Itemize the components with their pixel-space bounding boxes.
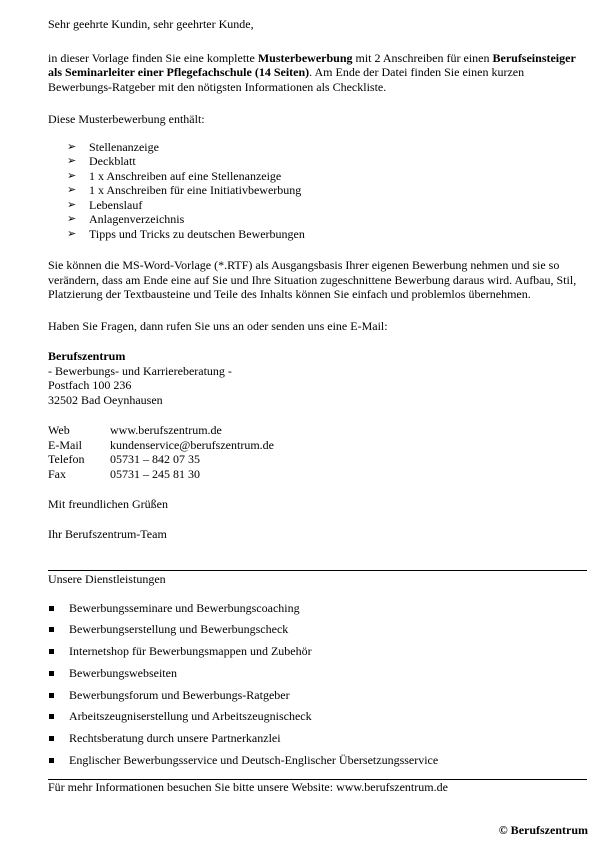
intro-bold-2: Berufseinsteiger als Seminarleiter einer Pflegefachschule (14 Seiten) bbox=[48, 50, 576, 79]
service-label: Arbeitszeugniserstellung und Arbeitszeugnischeck bbox=[69, 709, 312, 724]
intro-bold-1: Musterbewerbung bbox=[257, 50, 353, 65]
list-item bbox=[67, 183, 588, 198]
address-block bbox=[48, 349, 588, 407]
square-bullet-icon bbox=[49, 736, 54, 741]
list-item-label: Anlagenverzeichnis bbox=[89, 212, 185, 226]
service-label: Englischer Bewerbungsservice und Deutsch-Englischer Übersetzungsservice bbox=[69, 753, 439, 768]
usage-paragraph: Sie können die MS-Word-Vorlage (*.RTF) als Ausgangsbasis Ihrer eigenen Bewerbung nehmen und sie so verändern, dass am Ende eine auf Sie und Ihre Situation zugeschnittene Bewerbung daraus wird. Aufbau, Stil, Platzierung der Textbausteine und Teile des Inhalts können Sie einfach und problemlos übernehmen. bbox=[48, 258, 577, 301]
arrow-bullet-icon: ➢ bbox=[67, 155, 77, 167]
company-tagline: - Bewerbungs- und Karriereberatung - bbox=[48, 363, 232, 378]
service-label: Internetshop für Bewerbungsmappen und Zubehör bbox=[69, 644, 312, 659]
postbox: Postfach 100 236 bbox=[48, 378, 132, 392]
intro-text-1: in dieser Vorlage finden Sie eine komplette bbox=[48, 50, 258, 65]
arrow-bullet-icon: ➢ bbox=[67, 184, 77, 196]
salutation: Sehr geehrte Kundin, sehr geehrter Kunde, bbox=[48, 17, 254, 31]
email-link[interactable]: kundenservice@berufszentrum.de bbox=[110, 437, 274, 452]
list-item-label: 1 x Anschreiben auf eine Stellenanzeige bbox=[89, 168, 282, 183]
closing: Mit freundlichen Grüßen bbox=[48, 497, 168, 511]
contact-row-fax bbox=[48, 467, 588, 482]
list-item-label: 1 x Anschreiben für eine Initiativbewerbung bbox=[89, 183, 302, 197]
list-item bbox=[67, 169, 588, 184]
services-list bbox=[48, 601, 588, 775]
contact-label: E-Mail bbox=[48, 437, 82, 452]
list-item bbox=[67, 198, 588, 213]
service-label: Bewerbungsforum und Bewerbungs-Ratgeber bbox=[69, 687, 290, 702]
services-heading: Unsere Dienstleistungen bbox=[48, 572, 166, 586]
service-label: Bewerbungsseminare und Bewerbungscoaching bbox=[69, 600, 300, 615]
list-item bbox=[67, 212, 588, 227]
square-bullet-icon bbox=[49, 671, 54, 676]
list-item bbox=[67, 140, 588, 155]
contact-row-web bbox=[48, 423, 588, 438]
list-item bbox=[48, 601, 588, 623]
questions-paragraph: Haben Sie Fragen, dann rufen Sie uns an oder senden uns eine E-Mail: bbox=[48, 318, 388, 333]
service-label: Bewerbungswebseiten bbox=[69, 665, 177, 680]
list-item bbox=[48, 666, 588, 688]
divider bbox=[48, 570, 587, 571]
square-bullet-icon bbox=[49, 758, 54, 763]
contact-label: Web bbox=[48, 423, 70, 437]
arrow-bullet-icon: ➢ bbox=[67, 140, 77, 153]
signature: Ihr Berufszentrum-Team bbox=[48, 526, 167, 541]
contact-table bbox=[48, 423, 588, 481]
more-info-text: Für mehr Informationen besuchen Sie bitte unsere Website: www.berufszentrum.de bbox=[48, 779, 448, 794]
contents-heading: Diese Musterbewerbung enthält: bbox=[48, 112, 205, 126]
intro-paragraph bbox=[48, 51, 588, 95]
square-bullet-icon bbox=[49, 606, 54, 611]
list-item bbox=[48, 644, 588, 666]
arrow-bullet-icon: ➢ bbox=[67, 169, 77, 182]
contact-label: Fax bbox=[48, 466, 66, 481]
company-name: Berufszentrum bbox=[48, 349, 126, 363]
arrow-bullet-icon: ➢ bbox=[67, 213, 77, 225]
copyright-notice: © Berufszentrum bbox=[498, 823, 588, 837]
service-label: Rechtsberatung durch unsere Partnerkanzlei bbox=[69, 731, 281, 746]
square-bullet-icon bbox=[49, 649, 54, 654]
square-bullet-icon bbox=[49, 693, 54, 698]
list-item-label: Lebenslauf bbox=[89, 197, 143, 212]
square-bullet-icon bbox=[49, 714, 54, 719]
list-item bbox=[48, 622, 588, 644]
contact-row-email bbox=[48, 438, 588, 453]
arrow-bullet-icon: ➢ bbox=[67, 198, 77, 211]
fax-value: 05731 – 245 81 30 bbox=[110, 466, 200, 481]
list-item bbox=[48, 731, 588, 753]
list-item bbox=[48, 709, 588, 731]
city: 32502 Bad Oeynhausen bbox=[48, 392, 163, 407]
contact-row-phone bbox=[48, 452, 588, 467]
list-item-label: Tipps und Tricks zu deutschen Bewerbungen bbox=[89, 226, 305, 241]
document-page bbox=[48, 17, 588, 794]
list-item bbox=[48, 753, 588, 775]
contents-list bbox=[48, 140, 588, 242]
list-item-label: Stellenanzeige bbox=[89, 139, 159, 154]
arrow-bullet-icon: ➢ bbox=[67, 227, 77, 240]
list-item-label: Deckblatt bbox=[89, 154, 136, 168]
contact-label: Telefon bbox=[48, 452, 85, 466]
intro-text-2: mit 2 Anschreiben für einen bbox=[352, 50, 493, 65]
list-item bbox=[67, 154, 588, 169]
list-item bbox=[48, 688, 588, 710]
website-link[interactable]: www.berufszentrum.de bbox=[110, 423, 222, 437]
service-label: Bewerbungserstellung und Bewerbungscheck bbox=[69, 622, 289, 637]
phone-value: 05731 – 842 07 35 bbox=[110, 452, 200, 466]
square-bullet-icon bbox=[49, 627, 54, 632]
intro-text-3: . Am Ende der Datei finden Sie einen kurzen Bewerbungs-Ratgeber mit den nötigsten Informationen als Checkliste. bbox=[48, 65, 525, 94]
list-item bbox=[67, 227, 588, 242]
